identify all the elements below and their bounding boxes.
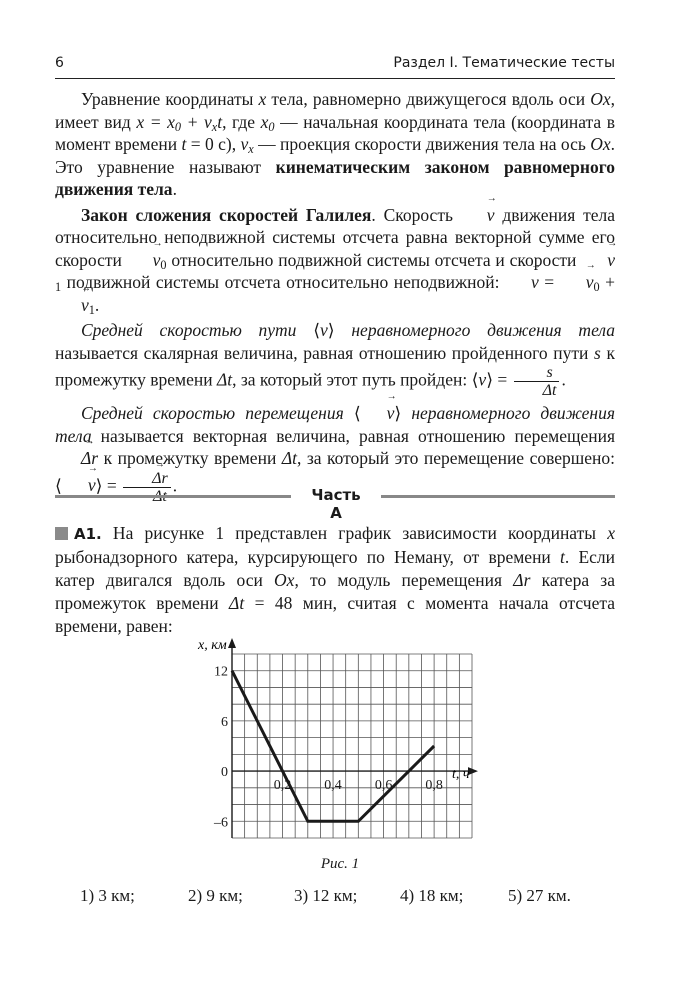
term-galileo: Закон сложения скоростей Галилея [81,204,372,225]
coordinate-time-graph [170,636,480,851]
answer-options [80,886,620,910]
paragraph-galilean-addition: Закон сложения скоростей Галилея. Скорость → v движения тела относительно неподвижной системы отсчета равна векторной сумме его скорости → $v_0$ относительно подвижной системы отсчета и скорости → $v_1$ подвижной системы отсчета относительно неподвижной: → v = → $v_0$ + → $v_1$. [55,204,615,317]
term-kinematic-law: кинематическим законом равномерного движения тела [55,156,615,199]
page-header [55,55,615,77]
task-number: А1. [74,525,102,543]
part-title: Часть А [311,486,361,522]
answer-option-4: 4) 18 км; [400,886,464,905]
chart-tick-labels [213,665,443,831]
answer-option-5: 5) 27 км. [508,886,571,905]
answer-option-3: 3) 12 км; [294,886,358,905]
fraction-path-speed: $\frac{s}{\Delta t}$ [514,364,560,399]
theory-block [55,88,615,508]
page-number: 6 [55,55,64,71]
y-tick-label: 0 [221,765,228,781]
x-tick-label: 0,2 [273,778,292,794]
part-a-divider [55,485,615,522]
y-tick-label: –6 [214,815,228,831]
task-marker-icon [55,527,68,540]
y-axis-arrow-icon [228,638,236,648]
y-tick-label: 12 [214,664,228,680]
divider-bar-left [55,495,291,498]
x-axis-label: t, ч [452,767,470,782]
answer-option-2: 2) 9 км; [188,886,243,905]
x-tick-label: 0,8 [425,778,443,794]
figure-caption: Рис. 1 [320,856,360,872]
fraction-average-velocity: → Δr [123,470,171,505]
task-a1: А1. На рисунке 1 представлен график зависимости координаты x рыбонадзорного катера, курсирующего по Неману, от времени t. Если катер двигался вдоль оси Ox, то модуль перемещения Δr катера за промежуток времени Δt = 48 мин, считая с момента начала отсчета времени, равен: [55,523,615,636]
paragraph-average-path-speed: Средней скоростью пути ⟨v⟩ неравномерного движения тела называется скалярная величина, равная отношению пройденного пути s к промежутку времени Δt, за который этот путь пройден: ⟨v⟩ = $\frac{s}{\Delta t}$ . [55,320,615,399]
chart-grid [232,654,472,838]
y-axis-label: x, км [198,638,227,653]
x-tick-label: 0,4 [324,778,342,794]
section-title: Раздел I. Тематические тесты [393,55,615,71]
x-tick-label: 0,6 [374,778,393,794]
divider-bar-right [381,495,615,498]
paragraph-average-velocity: Средней скоростью перемещения ⟨→ v⟩ неравномерного движения тела называется векторная величина, равная отношению перемещения → Δr к промежутку времени Δt, за который это перемещение совершено: ⟨→ v⟩ = → Δr . [55,402,615,505]
paragraph-kinematic-law: Уравнение координаты x тела, равномерно движущегося вдоль оси Ox, имеет вид $x = x_0 + v_xt$, где $x_0$ — начальная координата тела (координата в момент времени t = 0 с), $v_x$ — проекция скорости движения тела на ось Ox. Это уравнение называют кинематическим законом равномерного движения тела. [55,89,616,199]
equation: $x = x_0 + v_xt$ [136,111,223,134]
answer-option-1: 1) 3 км; [80,886,135,905]
y-tick-label: 6 [221,714,228,730]
header-rule [55,78,615,79]
